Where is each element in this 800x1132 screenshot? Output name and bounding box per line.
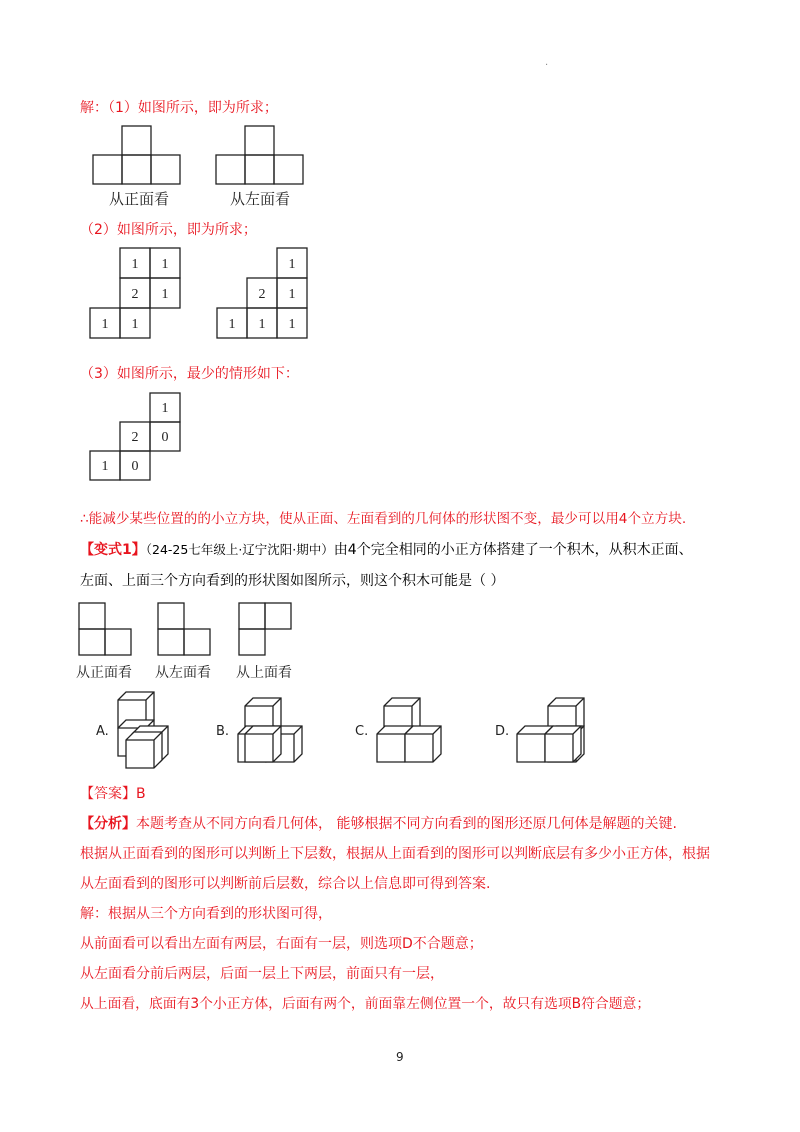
grid-b-cell: 1 — [288, 287, 296, 302]
page-number: 9 — [396, 1050, 404, 1064]
grid-a-cell: 2 — [131, 287, 139, 302]
analysis-line2: 根据从正面看到的图形可以判断上下层数，根据从上面看到的图形可以判断底层有多少小正方体，根据 — [80, 846, 710, 862]
option-d-cubes — [517, 698, 584, 762]
solution-line3: 从左面看分前后两层，后面一层上下两层，前面只有一层， — [80, 966, 444, 982]
grid-c-cell: 2 — [131, 430, 139, 445]
caption-left-view: 从左面看 — [230, 190, 291, 208]
option-b-cubes — [238, 698, 302, 762]
option-a-label: A. — [96, 724, 109, 739]
option-c-label: C. — [355, 724, 369, 739]
solution-part2: （2）如图所示，即为所求； — [80, 222, 257, 238]
variant-caption-top: 从上面看 — [236, 665, 292, 681]
solution-line4: 从上面看，底面有3个小正方体，后面有两个，前面靠左侧位置一个，故只有选项B符合题意； — [80, 996, 651, 1012]
option-d-label: D. — [495, 724, 510, 739]
grid-a-cell: 1 — [101, 317, 109, 332]
grid-c-cell: 0 — [131, 459, 139, 474]
answer-line — [80, 784, 146, 804]
grid-b-cell: 1 — [288, 317, 296, 332]
grid-a-cell: 1 — [161, 287, 169, 302]
variant-text-1: 由4个完全相同的小正方体搭建了一个积木，从积木正面、 — [333, 542, 693, 558]
views-figure-1 — [90, 124, 310, 186]
grid-a-cell: 1 — [161, 257, 169, 272]
variant-caption-front: 从正面看 — [76, 665, 132, 681]
grid-a-cell: 1 — [131, 317, 139, 332]
solution-line2: 从前面看可以看出左面有两层，右面有一层，则选项D不合题意； — [80, 936, 483, 952]
grid-b-cell: 2 — [258, 287, 266, 302]
grid-a-cell: 1 — [131, 257, 139, 272]
grid-c-cell: 0 — [161, 430, 169, 445]
analysis-text-1: 本题考查从不同方向看几何体， 能够根据不同方向看到的图形还原几何体是解题的关键. — [136, 816, 677, 832]
option-c-cubes — [377, 698, 441, 762]
analysis-line1 — [80, 814, 677, 834]
variant-caption-left: 从左面看 — [155, 665, 211, 681]
variant-question-line2: 左面、上面三个方向看到的形状图如图所示，则这个积木可能是（ ） — [80, 573, 505, 589]
analysis-line3: 从左面看到的图形可以判断前后层数，综合以上信息即可得到答案. — [80, 876, 491, 892]
minimum-grid — [88, 391, 188, 483]
caption-front-view: 从正面看 — [109, 190, 170, 208]
variant-source: （24-25七年级上·辽宁沈阳·期中） — [145, 542, 334, 557]
solution-line1: 解：根据从三个方向看到的形状图可得， — [80, 906, 332, 922]
grid-c-cell: 1 — [161, 401, 169, 416]
grid-b-cell: 1 — [288, 257, 296, 272]
solution-part3: （3）如图所示，最少的情形如下： — [80, 366, 299, 382]
option-cubes-figure — [0, 680, 800, 770]
top-view-number-grids — [88, 246, 318, 340]
grid-b-cell: 1 — [228, 317, 236, 332]
grid-c-cell: 1 — [101, 459, 109, 474]
option-b-label: B. — [216, 724, 230, 739]
header-mark: · — [545, 60, 549, 71]
option-a-cubes — [118, 692, 168, 768]
variant-views-figure — [76, 600, 306, 660]
conclusion: ∴能减少某些位置的的小立方块，使从正面、左面看到的几何体的形状图不变，最少可以用4个立方块. — [80, 511, 687, 527]
solution-part1: 解：（1）如图所示，即为所求； — [80, 100, 278, 116]
analysis-tag: 【分析】 — [80, 816, 136, 832]
grid-b-cell: 1 — [258, 317, 266, 332]
variant-question-line1 — [80, 540, 693, 560]
answer-text: 【答案】B — [80, 786, 146, 802]
variant-tag: 【变式1】 — [80, 542, 146, 558]
